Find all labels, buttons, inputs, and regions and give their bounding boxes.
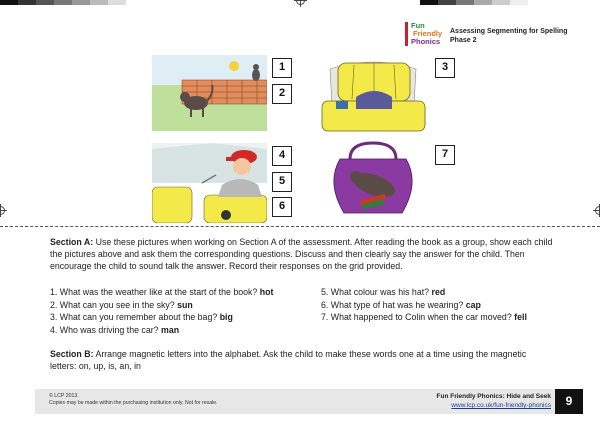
- question-item: 2. What can you see in the sky? sun: [50, 299, 193, 310]
- registration-mark-left: [0, 206, 5, 215]
- answer: big: [219, 312, 233, 322]
- answer: man: [161, 324, 180, 335]
- question-item: 7. What happened to Colin when the car moved? fell: [321, 312, 527, 322]
- header-title: Assessing Segmenting for Spelling: [450, 28, 568, 35]
- questions-left: [50, 286, 310, 336]
- answer: cap: [465, 299, 481, 310]
- question-item: 5. What colour was his hat? red: [321, 287, 446, 297]
- section-a-label: Section A:: [50, 237, 94, 247]
- picture-cat-in-bag: [316, 141, 431, 223]
- picture-man-driving-car: [152, 143, 267, 223]
- picture-number-box: 2: [272, 84, 292, 104]
- question-item: 4. Who was driving the car? man: [50, 324, 180, 335]
- question-item: 1. What was the weather like at the start of the book? hot: [50, 287, 274, 297]
- answer: hot: [259, 287, 274, 297]
- registration-mark-right: [595, 206, 600, 215]
- section-b-label: Section B:: [50, 349, 94, 359]
- picture-number-box: 1: [272, 58, 292, 78]
- picture-garden-fence-cat: [152, 55, 267, 131]
- page-footer: [35, 389, 583, 414]
- picture-number-box: 7: [435, 145, 455, 165]
- footer-book-info: [437, 392, 552, 410]
- page-header: [450, 27, 567, 45]
- answer: red: [431, 287, 446, 297]
- section-a-instructions: [50, 236, 555, 272]
- cut-line: [0, 226, 600, 227]
- picture-number-box: 6: [272, 197, 292, 217]
- question-item: 6. What type of hat was he wearing? cap: [321, 299, 481, 310]
- picture-number-box: 5: [272, 172, 292, 192]
- answer: fell: [514, 312, 527, 322]
- fun-friendly-phonics-logo: Fun Friendly Phonics: [405, 22, 449, 48]
- website-link[interactable]: www.lcp.co.uk/fun-friendly-phonics: [451, 402, 551, 409]
- picture-number-box: 3: [435, 58, 455, 78]
- copy-note: Copies may be made within the purchasing institution only. Not for resale.: [49, 400, 218, 406]
- answer: sun: [177, 299, 193, 310]
- book-title: Fun Friendly Phonics: Hide and Seek: [436, 393, 551, 400]
- header-phase: Phase 2: [450, 37, 477, 44]
- copyright: © LCP 2013.: [49, 393, 79, 399]
- section-b-instructions: [50, 348, 555, 372]
- question-item: 3. What can you remember about the bag? big: [50, 312, 233, 322]
- picture-number-box: 4: [272, 146, 292, 166]
- section-b-text: Arrange magnetic letters into the alphabet. Ask the child to make these words one at a time using the magnetic letters: on, up, is, an, in: [50, 349, 527, 371]
- section-a-text: Use these pictures when working on Section A of the assessment. After reading the book as a group, show each child the pictures above and ask them the corresponding questions. Discuss and then clearly say the answer for the child. Then encourage the child to sound talk the answer. Record their responses on the grid provided.: [50, 237, 553, 271]
- picture-car-seat-bag: [316, 55, 431, 135]
- page-number: 9: [555, 389, 583, 414]
- questions-right: [321, 286, 561, 324]
- copyright-block: [49, 393, 218, 407]
